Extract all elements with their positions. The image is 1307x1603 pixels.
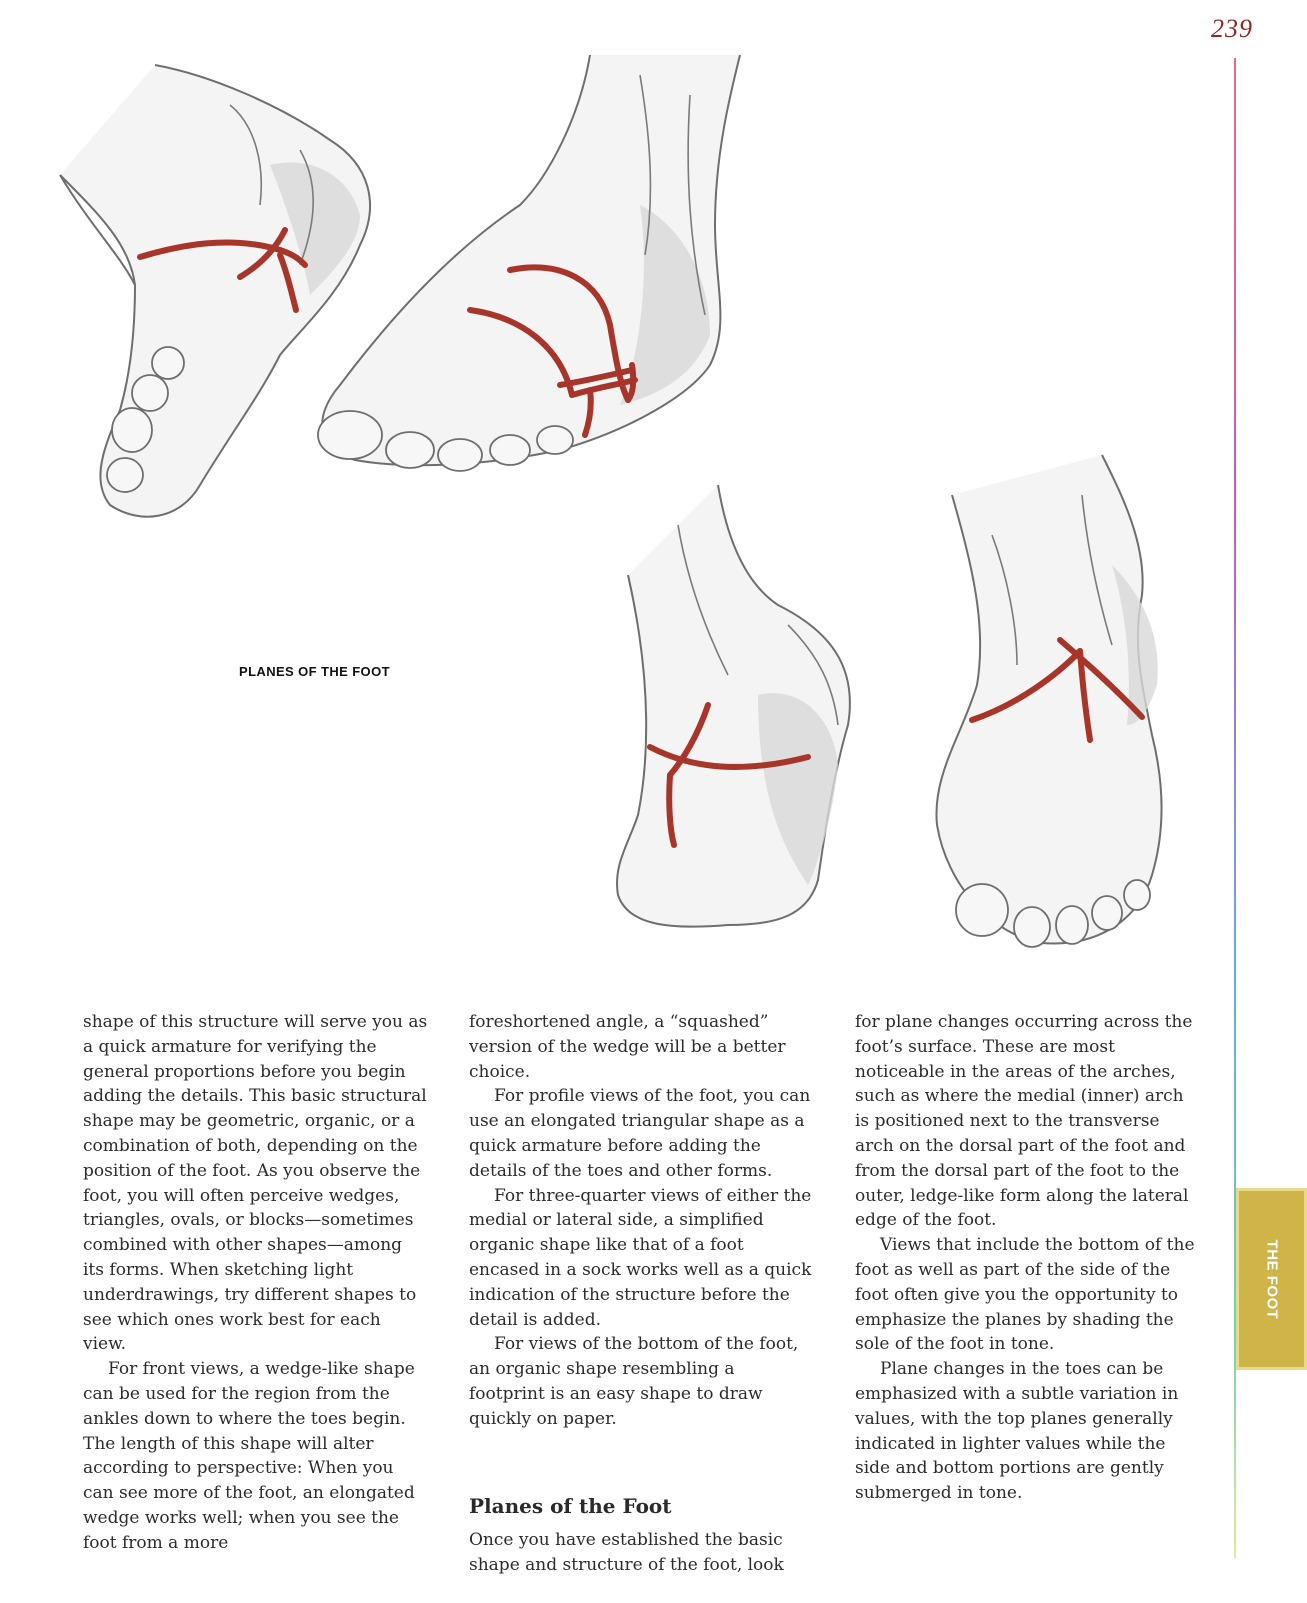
foot-drawing-front-view <box>932 455 1192 960</box>
figure-caption: PLANES OF THE FOOT <box>239 664 390 679</box>
foot-drawing-back-heel <box>608 485 873 945</box>
paragraph: for plane changes occurring across the foot’s surface. These are most noticeable in the areas of the arches, such as where the medial (inner) arch is positioned next to the transverse arch on the dorsal part of the foot and from the dorsal part of the foot to the outer, ledge-like form along the lateral edge of the foot. <box>855 1012 1193 1231</box>
paragraph: Plane changes in the toes can be emphasized with a subtle variation in values, with the top planes generally indicated in lighter values while the side and bottom portions are gently submerged in tone. <box>855 1359 1179 1504</box>
section-tab-label: THE FOOT <box>1263 1239 1281 1319</box>
section-gap <box>469 1432 814 1494</box>
paragraph: Once you have established the basic shape and structure of the foot, look <box>469 1530 784 1576</box>
paragraph: For views of the bottom of the foot, an organic shape resembling a footprint is an easy shape to draw quickly on paper. <box>469 1334 799 1429</box>
paragraph: For three-quarter views of either the medial or lateral side, a simplified organic shape like that of a foot encased in a sock works well as a quick indication of the structure before the detail is added. <box>469 1185 812 1330</box>
paragraph: Views that include the bottom of the foot as well as part of the side of the foot often give you the opportunity to emphasize the planes by shading the sole of the foot in tone. <box>855 1235 1195 1355</box>
page-number: 239 <box>1211 14 1253 43</box>
text-column-3 <box>855 1010 1200 1506</box>
paragraph: foreshortened angle, a “squashed” version of the wedge will be a better choice. <box>469 1012 786 1082</box>
foot-drawing-three-quarter <box>310 55 740 475</box>
section-heading: Planes of the Foot <box>469 1493 672 1518</box>
text-column-2 <box>469 1010 814 1578</box>
text-column-1 <box>83 1010 428 1556</box>
paragraph: shape of this structure will serve you as a quick armature for verifying the general proportions before you begin adding the details. This basic structural shape may be geometric, organic, or a combination of both, depending on the position of the foot. As you observe the foot, you will often perceive wedges, triangles, ovals, or blocks—sometimes combined with other shapes—among its forms. When sketching light underdrawings, try different shapes to see which ones work best for each view. <box>83 1012 428 1355</box>
paragraph: For profile views of the foot, you can use an elongated triangular shape as a quick armature before adding the details of the toes and other forms. <box>469 1086 811 1181</box>
section-tab <box>1236 1188 1307 1370</box>
paragraph: For front views, a wedge-like shape can be used for the region from the ankles down to where the toes begin. The length of this shape will alter according to perspective: When you can see more of the foot, an elongated wedge works well; when you see the foot from a more <box>83 1359 415 1553</box>
